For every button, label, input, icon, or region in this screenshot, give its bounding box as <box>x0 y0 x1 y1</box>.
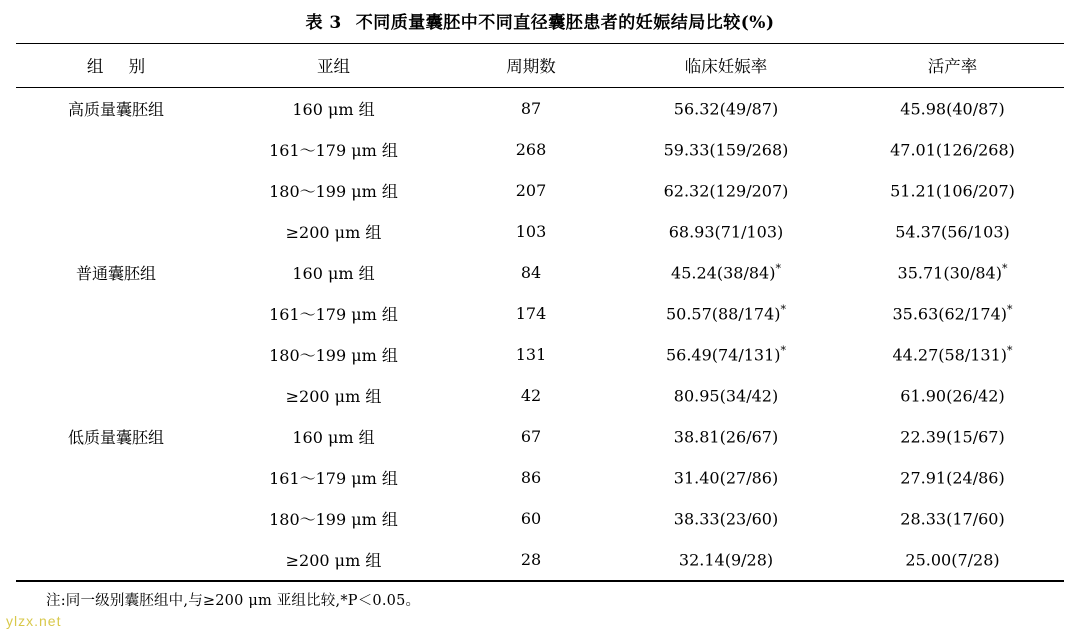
cell-cpr: 80.95(34/42) <box>673 386 779 406</box>
cell-lbr: 45.98(40/87) <box>900 99 1005 119</box>
caption-title: 不同质量囊胚中不同直径囊胚患者的妊娠结局比较(%) <box>355 13 775 33</box>
cell-group <box>16 129 216 170</box>
results-table <box>16 43 1064 582</box>
cell-cpr: 50.57(88/174)* <box>665 303 787 324</box>
cell-cpr: 31.40(27/86) <box>673 468 779 488</box>
column-header-cycles: 周期数 <box>506 57 556 76</box>
cell-cpr: 38.33(23/60) <box>673 509 779 529</box>
cell-subgroup: 161～179 μm 组 <box>269 469 398 488</box>
cell-cycles: 86 <box>520 468 542 487</box>
watermark: ylzx.net <box>6 613 62 629</box>
cell-cycles: 103 <box>515 222 547 241</box>
table-footnote: 注:同一级别囊胚组中,与≥200 μm 亚组比较,*P＜0.05。 <box>46 593 421 609</box>
table-row <box>16 457 1064 498</box>
cell-lbr: 51.21(106/207) <box>890 181 1015 201</box>
cell-subgroup: 160 μm 组 <box>292 264 375 283</box>
cell-cycles: 207 <box>515 181 547 200</box>
cell-cycles: 174 <box>515 304 547 323</box>
cell-subgroup: 161～179 μm 组 <box>269 305 398 324</box>
cell-subgroup: 160 μm 组 <box>292 428 375 447</box>
cell-group <box>16 539 216 581</box>
cell-subgroup: 180～199 μm 组 <box>269 510 398 529</box>
cell-subgroup: ≥200 μm 组 <box>285 551 382 570</box>
cell-cycles: 67 <box>520 427 542 446</box>
table-row <box>16 334 1064 375</box>
cell-subgroup: 180～199 μm 组 <box>269 182 398 201</box>
cell-cycles: 60 <box>520 509 542 528</box>
cell-cpr: 62.32(129/207) <box>663 181 789 201</box>
cell-cpr: 32.14(9/28) <box>678 550 774 570</box>
cell-cpr: 68.93(71/103) <box>668 222 784 242</box>
table-row <box>16 539 1064 581</box>
cell-group <box>16 211 216 252</box>
table-row <box>16 88 1064 130</box>
cell-group <box>16 498 216 539</box>
cell-cpr: 45.24(38/84)* <box>671 262 781 283</box>
cell-group <box>16 293 216 334</box>
cell-lbr: 22.39(15/67) <box>900 427 1005 447</box>
table-row <box>16 211 1064 252</box>
table-row <box>16 170 1064 211</box>
cell-cpr: 59.33(159/268) <box>663 140 789 160</box>
cell-group <box>16 170 216 211</box>
cell-cycles: 28 <box>520 550 542 569</box>
cell-subgroup: ≥200 μm 组 <box>285 387 382 406</box>
cell-subgroup: 161～179 μm 组 <box>269 141 398 160</box>
table-body <box>16 88 1064 582</box>
table-head <box>16 44 1064 88</box>
table-row <box>16 498 1064 539</box>
caption-number: 表 3 <box>305 13 342 33</box>
table-row <box>16 252 1064 293</box>
cell-lbr: 54.37(56/103) <box>895 222 1010 242</box>
column-header-clinical-pregnancy-rate: 临床妊娠率 <box>684 57 768 76</box>
cell-subgroup: ≥200 μm 组 <box>285 223 382 242</box>
cell-lbr: 44.27(58/131)* <box>892 344 1013 365</box>
table-header-row <box>16 44 1064 88</box>
cell-lbr: 61.90(26/42) <box>900 386 1005 406</box>
cell-lbr: 27.91(24/86) <box>900 468 1005 488</box>
cell-lbr: 35.63(62/174)* <box>892 303 1013 324</box>
table-caption <box>16 0 1064 43</box>
cell-cycles: 268 <box>515 140 547 159</box>
cell-lbr: 47.01(126/268) <box>890 140 1015 160</box>
cell-group: 普通囊胚组 <box>75 264 156 283</box>
cell-group <box>16 457 216 498</box>
table-row <box>16 375 1064 416</box>
cell-lbr: 25.00(7/28) <box>905 550 1000 570</box>
cell-group: 高质量囊胚组 <box>67 100 164 119</box>
cell-cpr: 56.49(74/131)* <box>665 344 787 365</box>
cell-subgroup: 180～199 μm 组 <box>269 346 398 365</box>
cell-cpr: 38.81(26/67) <box>673 427 779 447</box>
table-row <box>16 293 1064 334</box>
cell-group: 低质量囊胚组 <box>67 428 164 447</box>
table-row <box>16 416 1064 457</box>
cell-group <box>16 375 216 416</box>
table-row <box>16 129 1064 170</box>
cell-cycles: 87 <box>520 99 542 118</box>
column-header-group: 组 别 <box>86 57 156 76</box>
column-header-live-birth-rate: 活产率 <box>927 57 978 76</box>
cell-lbr: 35.71(30/84)* <box>897 262 1008 283</box>
cell-cycles: 131 <box>515 345 547 364</box>
cell-cycles: 42 <box>520 386 542 405</box>
cell-group <box>16 334 216 375</box>
cell-lbr: 28.33(17/60) <box>900 509 1005 529</box>
cell-subgroup: 160 μm 组 <box>292 100 375 119</box>
cell-cycles: 84 <box>520 263 542 282</box>
column-header-subgroup: 亚组 <box>317 57 350 76</box>
cell-cpr: 56.32(49/87) <box>673 99 779 119</box>
